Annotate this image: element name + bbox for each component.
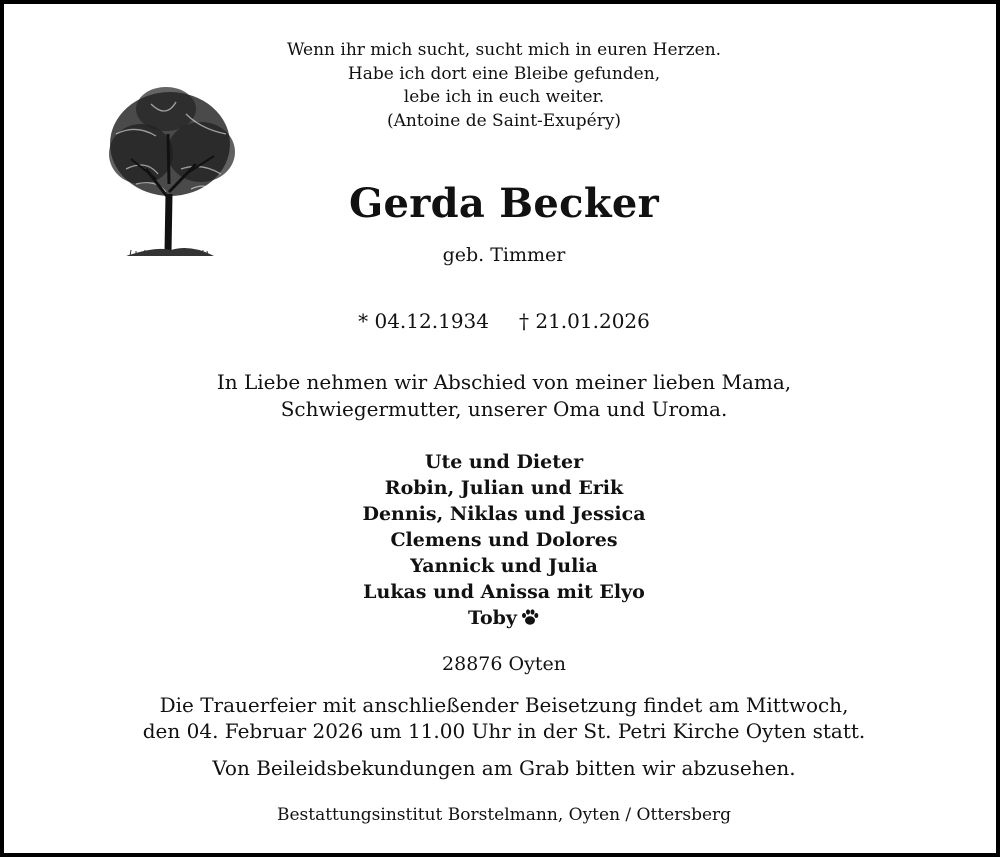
birth-name: geb. Timmer (442, 244, 566, 266)
family-line: Ute und Dieter (424, 451, 584, 473)
death-date: † 21.01.2026 (519, 309, 650, 333)
pet-name: Toby (468, 607, 517, 629)
quote (4, 39, 1000, 133)
farewell-line: Schwiegermutter, unserer Oma und Uroma. (280, 397, 728, 421)
family-line: Yannick und Julia (410, 555, 598, 577)
family-list (4, 449, 1000, 631)
farewell-text (4, 369, 1000, 423)
condolence-note: Von Beileidsbekundungen am Grab bitten wir abzusehen. (212, 756, 796, 780)
family-line: Dennis, Niklas und Jessica (362, 503, 646, 525)
ceremony-info (4, 692, 1000, 744)
ceremony-line: Die Trauerfeier mit anschließender Beisetzung findet am Mittwoch, (159, 693, 849, 717)
paw-icon (520, 607, 540, 627)
pet-line (4, 605, 1000, 631)
quote-line: lebe ich in euch weiter. (403, 87, 605, 107)
family-line: Clemens und Dolores (390, 529, 618, 551)
ceremony-line: den 04. Februar 2026 um 11.00 Uhr in der St. Petri Kirche Oyten statt. (142, 719, 866, 743)
quote-line: Habe ich dort eine Bleibe gefunden, (347, 63, 661, 84)
life-dates (4, 309, 1000, 333)
location: 28876 Oyten (442, 653, 566, 675)
quote-line: Wenn ihr mich sucht, sucht mich in euren Herzen. (286, 40, 722, 60)
deceased-name: Gerda Becker (349, 180, 659, 227)
family-line: Robin, Julian und Erik (384, 477, 624, 499)
birth-date: * 04.12.1934 (358, 309, 489, 333)
family-line: Lukas und Anissa mit Elyo (363, 581, 645, 603)
quote-author: (Antoine de Saint-Exupéry) (386, 110, 622, 131)
farewell-line: In Liebe nehmen wir Abschied von meiner lieben Mama, (216, 370, 792, 394)
undertaker: Bestattungsinstitut Borstelmann, Oyten / Ottersberg (276, 805, 732, 825)
